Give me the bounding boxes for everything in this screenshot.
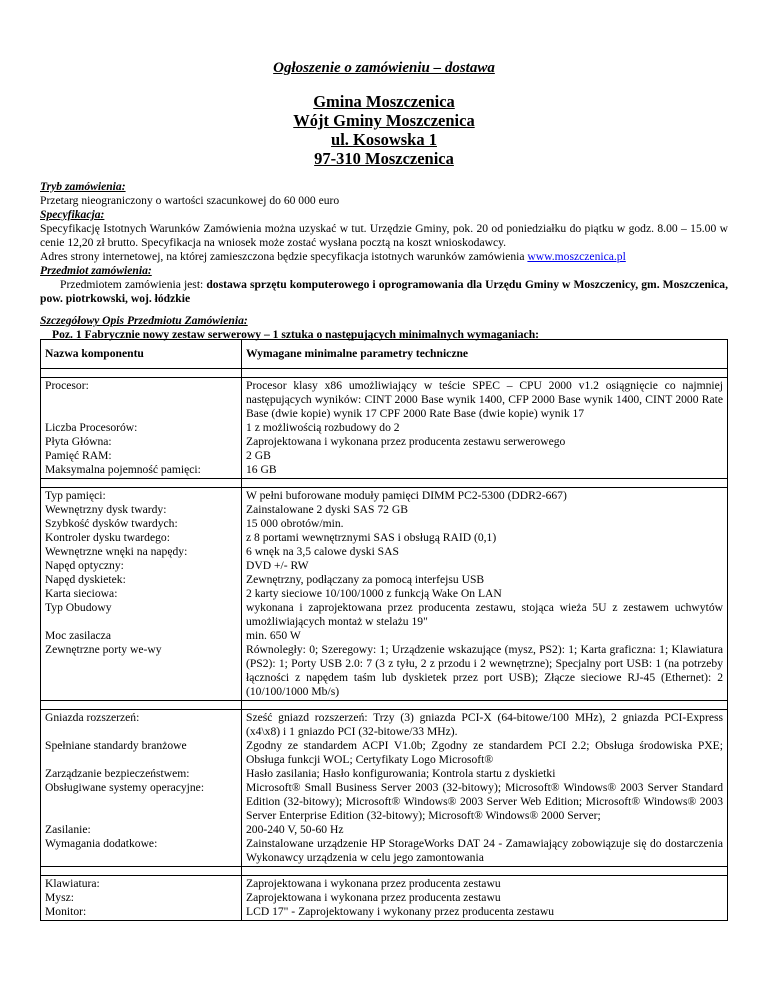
spec-table-header [41,340,728,369]
component-params: Sześć gniazd rozszerzeń: Trzy (3) gniazda PCI-X (64-bitowe/100 MHz), 2 gniazda PCI-Express (x4\x8) i 1 gniazdo PCI (32-bitowe/33 MHz). [246,711,723,738]
spec-table [40,339,728,921]
specyfikacja-website-line [40,250,728,264]
component-params: W pełni buforowane moduły pamięci DIMM PC2-5300 (DDR2-667) [246,489,567,502]
component-params: Równoległy: 0; Szeregowy: 1; Urządzenie wskazujące (mysz, PS2): 1; Karta graficzna: 1; Klawiatura (PS2): 1; Porty USB 2.0: 7 (3 z tyłu, 2 z przodu i 2 wewnętrzne); Specjalny port USB: 1 (na potrzeby łączności z napędem taśm lub dyskietek przez port USB); Złącze sieciowe RJ-45 (Ethernet): 2 (10/100/1000 Mb/s) [246,643,723,698]
col-header-params: Wymagane minimalne parametry techniczne [242,340,728,369]
header-line-3: ul. Kosowska 1 [331,130,437,149]
params-cell [242,876,728,921]
component-name: Gniazda rozszerzeń: [45,711,140,724]
component-params: 15 000 obrotów/min. [246,517,344,530]
spacer-cell [41,867,242,876]
component-name: Karta sieciowa: [45,587,118,600]
specyfikacja-text: Specyfikację Istotnych Warunków Zamówienia można uzyskać w tut. Urzędzie Gminy, pok. 20 od poniedziałku do piątku w godz. 8.00 – 15.00 w cenie 12,20 zł brutto. Specyfikacja na wniosek może zostać wysłana pocztą na koszt wnioskodawcy. [40,222,728,249]
component-name: Pamięć RAM: [45,449,112,462]
document-title: Ogłoszenie o zamówieniu – dostawa [273,60,495,76]
component-params: Procesor klasy x86 umożliwiający w teście SPEC – CPU 2000 v1.2 osiągnięcie co najmniej następujących wyników: CINT 2000 Base wynik 1400, CFP 2000 Base wynik 1400, CINT 2000 Rate Base (dwie kopie) wynik 17 CPF 2000 Rate Base (dwie kopie) wynik 17 [246,379,723,420]
tryb-text: Przetarg nieograniczony o wartości szacunkowej do 60 000 euro [40,194,340,207]
specyfikacja-label: Specyfikacja: [40,208,105,221]
component-name: Kontroler dysku twardego: [45,531,170,544]
component-params: 200-240 V, 50-60 Hz [246,823,344,836]
component-params: Zgodny ze standardem ACPI V1.0b; Zgodny ze standardem PCI 2.2; Obsługa środowiska PXE; Obsługa funkcji WOL; Certyfikaty Logo Microsoft® [246,739,723,766]
spacer-cell [41,701,242,710]
component-params: z 8 portami wewnętrznymi SAS i obsługą RAID (0,1) [246,531,497,544]
przedmiot-text [40,278,728,306]
spacer-cell [242,369,728,378]
params-cell [242,378,728,479]
component-params: Zainstalowane 2 dyski SAS 72 GB [246,503,408,516]
spec-group-row [41,876,728,921]
przedmiot-bold: dostawa sprzętu komputerowego i oprogramowania dla Urzędu Gminy w Moszczenicy, gm. Moszczenica, pow. piotrkowski, woj. łódzkie [40,278,728,305]
intro-sections [40,180,728,342]
header-line-4: 97-310 Moszczenica [314,149,454,168]
component-cell [41,378,242,479]
component-cell [41,488,242,701]
component-params: Hasło zasilania; Hasło konfigurowania; Kontrola startu z dyskietki [246,767,556,780]
component-name: Typ Obudowy [45,601,112,614]
component-params: 1 z możliwością rozbudowy do 2 [246,421,400,434]
contracting-authority-header [0,92,768,168]
component-name: Wewnętrzne wnęki na napędy: [45,545,188,558]
component-name: Napęd dyskietek: [45,573,126,586]
header-line-2: Wójt Gminy Moszczenica [293,111,475,130]
component-cell [41,876,242,921]
component-name: Typ pamięci: [45,489,106,502]
component-name: Procesor: [45,379,89,392]
group-spacer [41,369,728,378]
component-cell [41,710,242,867]
header-line-1: Gmina Moszczenica [313,92,455,111]
component-params: Zaprojektowana i wykonana przez producenta zestawu [246,891,501,904]
spec-group-row [41,378,728,479]
przedmiot-intro: Przedmiotem zamówienia jest: [60,278,207,291]
spacer-cell [242,867,728,876]
component-name: Obsługiwane systemy operacyjne: [45,781,205,794]
website-link[interactable]: www.moszczenica.pl [527,250,626,263]
component-name: Wymagania dodatkowe: [45,837,158,850]
component-name: Klawiatura: [45,877,100,890]
col-header-component: Nazwa komponentu [41,340,242,369]
group-spacer [41,867,728,876]
component-name: Spełniane standardy branżowe [45,739,187,752]
spacer-cell [242,479,728,488]
group-spacer [41,479,728,488]
component-name: Moc zasilacza [45,629,111,642]
spacer-cell [41,479,242,488]
przedmiot-label: Przedmiot zamówienia: [40,264,152,277]
component-params: Zaprojektowana i wykonana przez producenta zestawu serwerowego [246,435,566,448]
component-name: Płyta Główna: [45,435,112,448]
group-spacer [41,701,728,710]
component-name: Zasilanie: [45,823,91,836]
component-params: 2 GB [246,449,271,462]
component-params: LCD 17" - Zaprojektowany i wykonany przez producenta zestawu [246,905,554,918]
component-params: wykonana i zaprojektowana przez producenta zestawu, stojąca wieża 5U z zestawem uchwytów umożliwiających montaż w stelażu 19" [246,601,723,628]
spec-group-row [41,710,728,867]
component-params: Zainstalowane urządzenie HP StorageWorks DAT 24 - Zamawiający zobowiązuje się do dostarczenia Wykonawcy urządzenia w celu jego zamontowania [246,837,723,864]
component-params: 2 karty sieciowe 10/100/1000 z funkcją Wake On LAN [246,587,502,600]
spec-group-row [41,488,728,701]
component-params: Microsoft® Small Business Server 2003 (32-bitowy); Microsoft® Windows® 2003 Server Standard Edition (32-bitowy); Microsoft® Windows® 2003 Server Web Edition; Microsoft® Windows® 2003 Server Enterprise Edition (32-bitowy); Microsoft® Windows® 2000 Server; [246,781,723,822]
component-params: min. 650 W [246,629,301,642]
component-name: Monitor: [45,905,87,918]
spacer-cell [242,701,728,710]
component-name: Zewnętrzne porty we-wy [45,643,162,656]
position-1-line: Poz. 1 Fabrycznie nowy zestaw serwerowy – 1 sztuka o następujących minimalnych wymaganiach: [52,328,540,341]
params-cell [242,710,728,867]
component-name: Mysz: [45,891,74,904]
component-name: Maksymalna pojemność pamięci: [45,463,201,476]
component-params: DVD +/- RW [246,559,309,572]
component-name: Wewnętrzny dysk twardy: [45,503,167,516]
component-params: Zewnętrzny, podłączany za pomocą interfejsu USB [246,573,485,586]
component-name: Liczba Procesorów: [45,421,138,434]
specyfikacja-website-text: Adres strony internetowej, na której zamieszczona będzie specyfikacja istotnych warunków zamówienia [40,250,528,263]
component-name: Zarządzanie bezpieczeństwem: [45,767,190,780]
component-name: Szybkość dysków twardych: [45,517,178,530]
component-params: 16 GB [246,463,277,476]
opis-label: Szczegółowy Opis Przedmiotu Zamówienia: [40,314,248,327]
params-cell [242,488,728,701]
spacer-cell [41,369,242,378]
component-name: Napęd optyczny: [45,559,124,572]
component-params: Zaprojektowana i wykonana przez producenta zestawu [246,877,501,890]
tryb-label: Tryb zamówienia: [40,180,126,193]
component-params: 6 wnęk na 3,5 calowe dyski SAS [246,545,399,558]
